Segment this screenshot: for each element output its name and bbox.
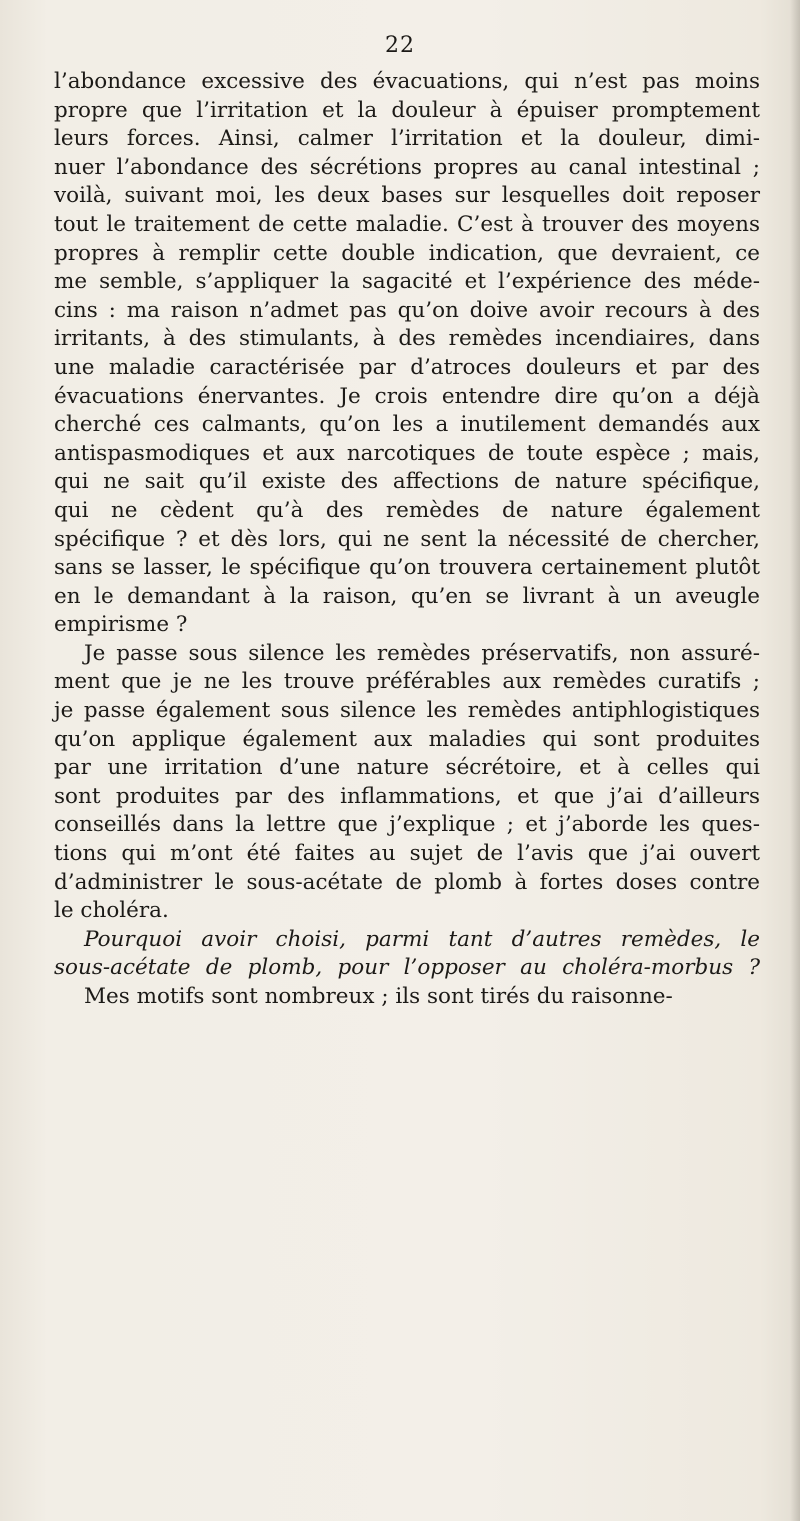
text-line: me semble, s’appliquer la sagacité et l’expérience des méde- [54,269,760,295]
text-line: qu’on applique également aux maladies qui sont produites [54,726,760,752]
body-text [54,68,760,1012]
text-line: Pourquoi avoir choisi, parmi tant d’autres remèdes, le [84,926,760,952]
text-line: Mes motifs sont nombreux ; ils sont tirés du raisonne- [84,984,673,1009]
text-line: l’abondance excessive des évacuations, qui n’est pas moins [54,69,760,94]
text-line: nuer l’abondance des sécrétions propres au canal intestinal ; [54,154,760,180]
text-line: par une irritation d’une nature sécrétoire, et à celles qui [54,755,760,781]
page-edge-shadow [790,0,800,1521]
text-line: je passe également sous silence les remèdes antiphlogistiques [54,698,760,724]
text-line: qui ne cèdent qu’à des remèdes de nature également [54,497,760,523]
text-line: d’administrer le sous-acétate de plomb à fortes doses contre [54,869,760,895]
text-line: empirisme ? [54,612,188,638]
text-line: propres à remplir cette double indication, que devraient, ce [54,240,760,266]
text-line: le choléra. [54,898,169,924]
text-line: antispasmodiques et aux narcotiques de toute espèce ; mais, [54,440,760,466]
text-line: propre que l’irritation et la douleur à épuiser promptement [54,97,760,123]
text-line: ment que je ne les trouve préférables aux remèdes curatifs ; [54,669,760,695]
text-line: Je passe sous silence les remèdes préservatifs, non assuré- [84,640,760,666]
text-line: cherché ces calmants, qu’on les a inutilement demandés aux [54,412,760,438]
text-line: voilà, suivant moi, les deux bases sur lesquelles doit reposer [54,183,760,209]
text-line: une maladie caractérisée par d’atroces douleurs et par des [54,354,760,380]
text-line: cins : ma raison n’admet pas qu’on doive avoir recours à des [54,297,760,323]
text-line: spécifique ? et dès lors, qui ne sent la nécessité de chercher, [54,526,760,552]
text-line: irritants, à des stimulants, à des remèdes incendiaires, dans [54,326,760,352]
text-line: en le demandant à la raison, qu’en se livrant à un aveugle [54,583,760,609]
text-line: évacuations énervantes. Je crois entendre dire qu’on a déjà [54,383,760,409]
text-line: tions qui m’ont été faites au sujet de l’avis que j’ai ouvert [54,841,760,867]
text-line: sont produites par des inflammations, et que j’ai d’ailleurs [54,783,760,809]
text-line: qui ne sait qu’il existe des affections de nature spécifique, [54,469,760,495]
text-line: tout le traitement de cette maladie. C’est à trouver des moyens [54,211,760,237]
text-line: sans se lasser, le spécifique qu’on trouvera certainement plutôt [54,555,760,581]
page-number: 22 [385,33,415,58]
text-line: sous-acétate de plomb, pour l’opposer au choléra-morbus ? [54,955,760,981]
text-line: conseillés dans la lettre que j’explique ; et j’aborde les ques- [54,812,760,838]
text-line: leurs forces. Ainsi, calmer l’irritation et la douleur, dimi- [54,126,760,152]
